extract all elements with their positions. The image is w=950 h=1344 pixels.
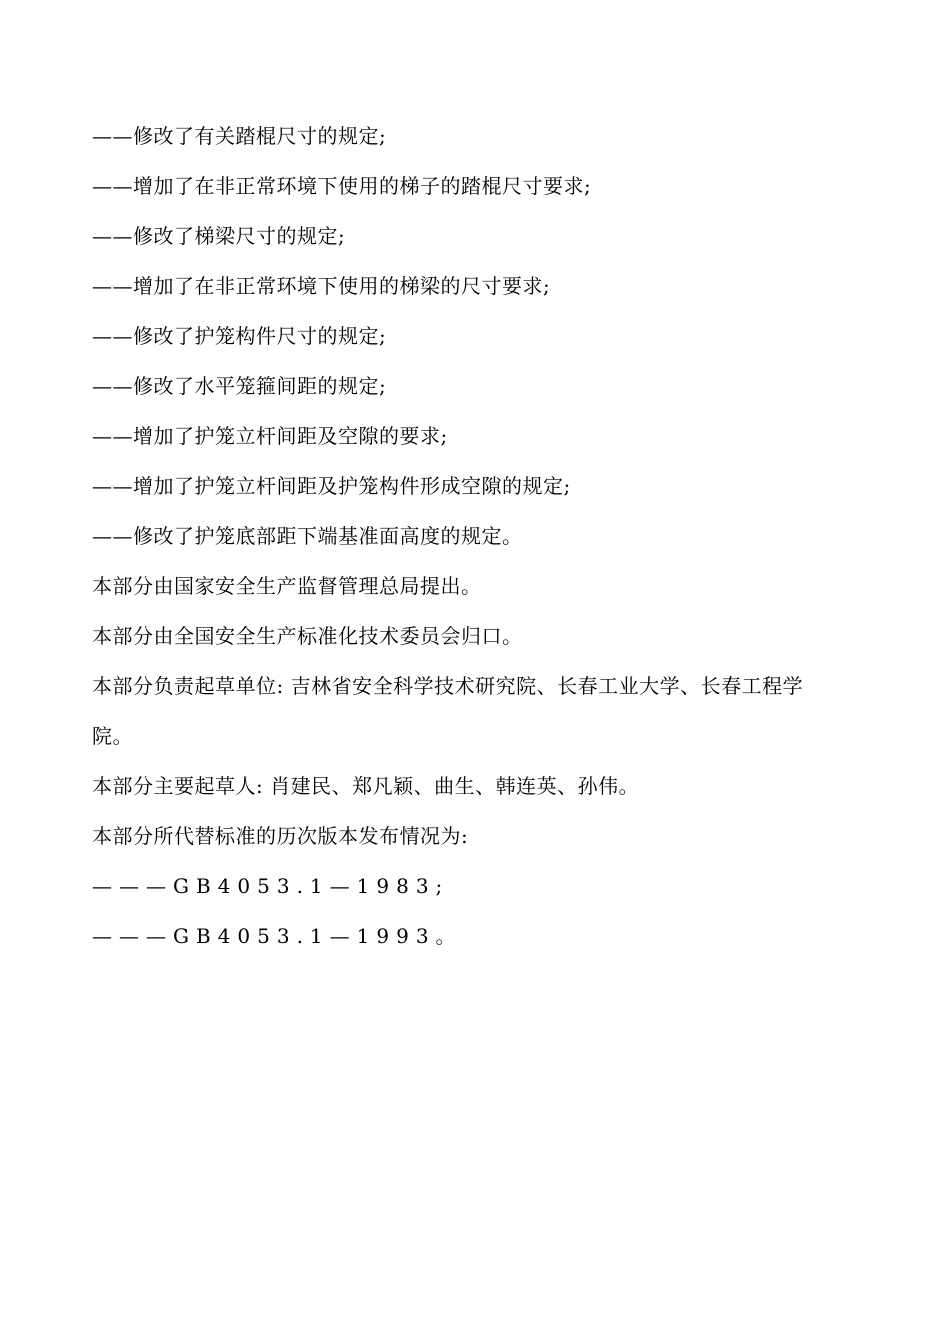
drafting-units-statement: 本部分负责起草单位: 吉林省安全科学技术研究院、长春工业大学、长春工程学 xyxy=(92,674,804,698)
history-item-1993: ———GB4053.1—1993。 xyxy=(92,924,463,948)
drafting-units-statement-continued: 院。 xyxy=(92,724,133,748)
history-item-1983: ———GB4053.1—1983; xyxy=(92,874,450,898)
history-intro: 本部分所代替标准的历次版本发布情况为: xyxy=(92,824,469,848)
change-item-3: ——修改了梯梁尺寸的规定; xyxy=(92,224,346,248)
drafters-statement: 本部分主要起草人: 肖建民、郑凡颖、曲生、韩连英、孙伟。 xyxy=(92,774,640,798)
change-item-7: ——增加了护笼立杆间距及空隙的要求; xyxy=(92,424,448,448)
change-item-4: ——增加了在非正常环境下使用的梯梁的尺寸要求; xyxy=(92,274,551,298)
change-item-8: ——增加了护笼立杆间距及护笼构件形成空隙的规定; xyxy=(92,474,571,498)
proposed-by-statement: 本部分由国家安全生产监督管理总局提出。 xyxy=(92,574,482,598)
change-item-5: ——修改了护笼构件尺寸的规定; xyxy=(92,324,387,348)
change-item-6: ——修改了水平笼箍间距的规定; xyxy=(92,374,387,398)
change-item-9: ——修改了护笼底部距下端基准面高度的规定。 xyxy=(92,524,523,548)
change-item-1: ——修改了有关踏棍尺寸的规定; xyxy=(92,124,387,148)
centralized-by-statement: 本部分由全国安全生产标准化技术委员会归口。 xyxy=(92,624,523,648)
change-item-2: ——增加了在非正常环境下使用的梯子的踏棍尺寸要求; xyxy=(92,174,592,198)
foreword-content xyxy=(92,116,882,966)
